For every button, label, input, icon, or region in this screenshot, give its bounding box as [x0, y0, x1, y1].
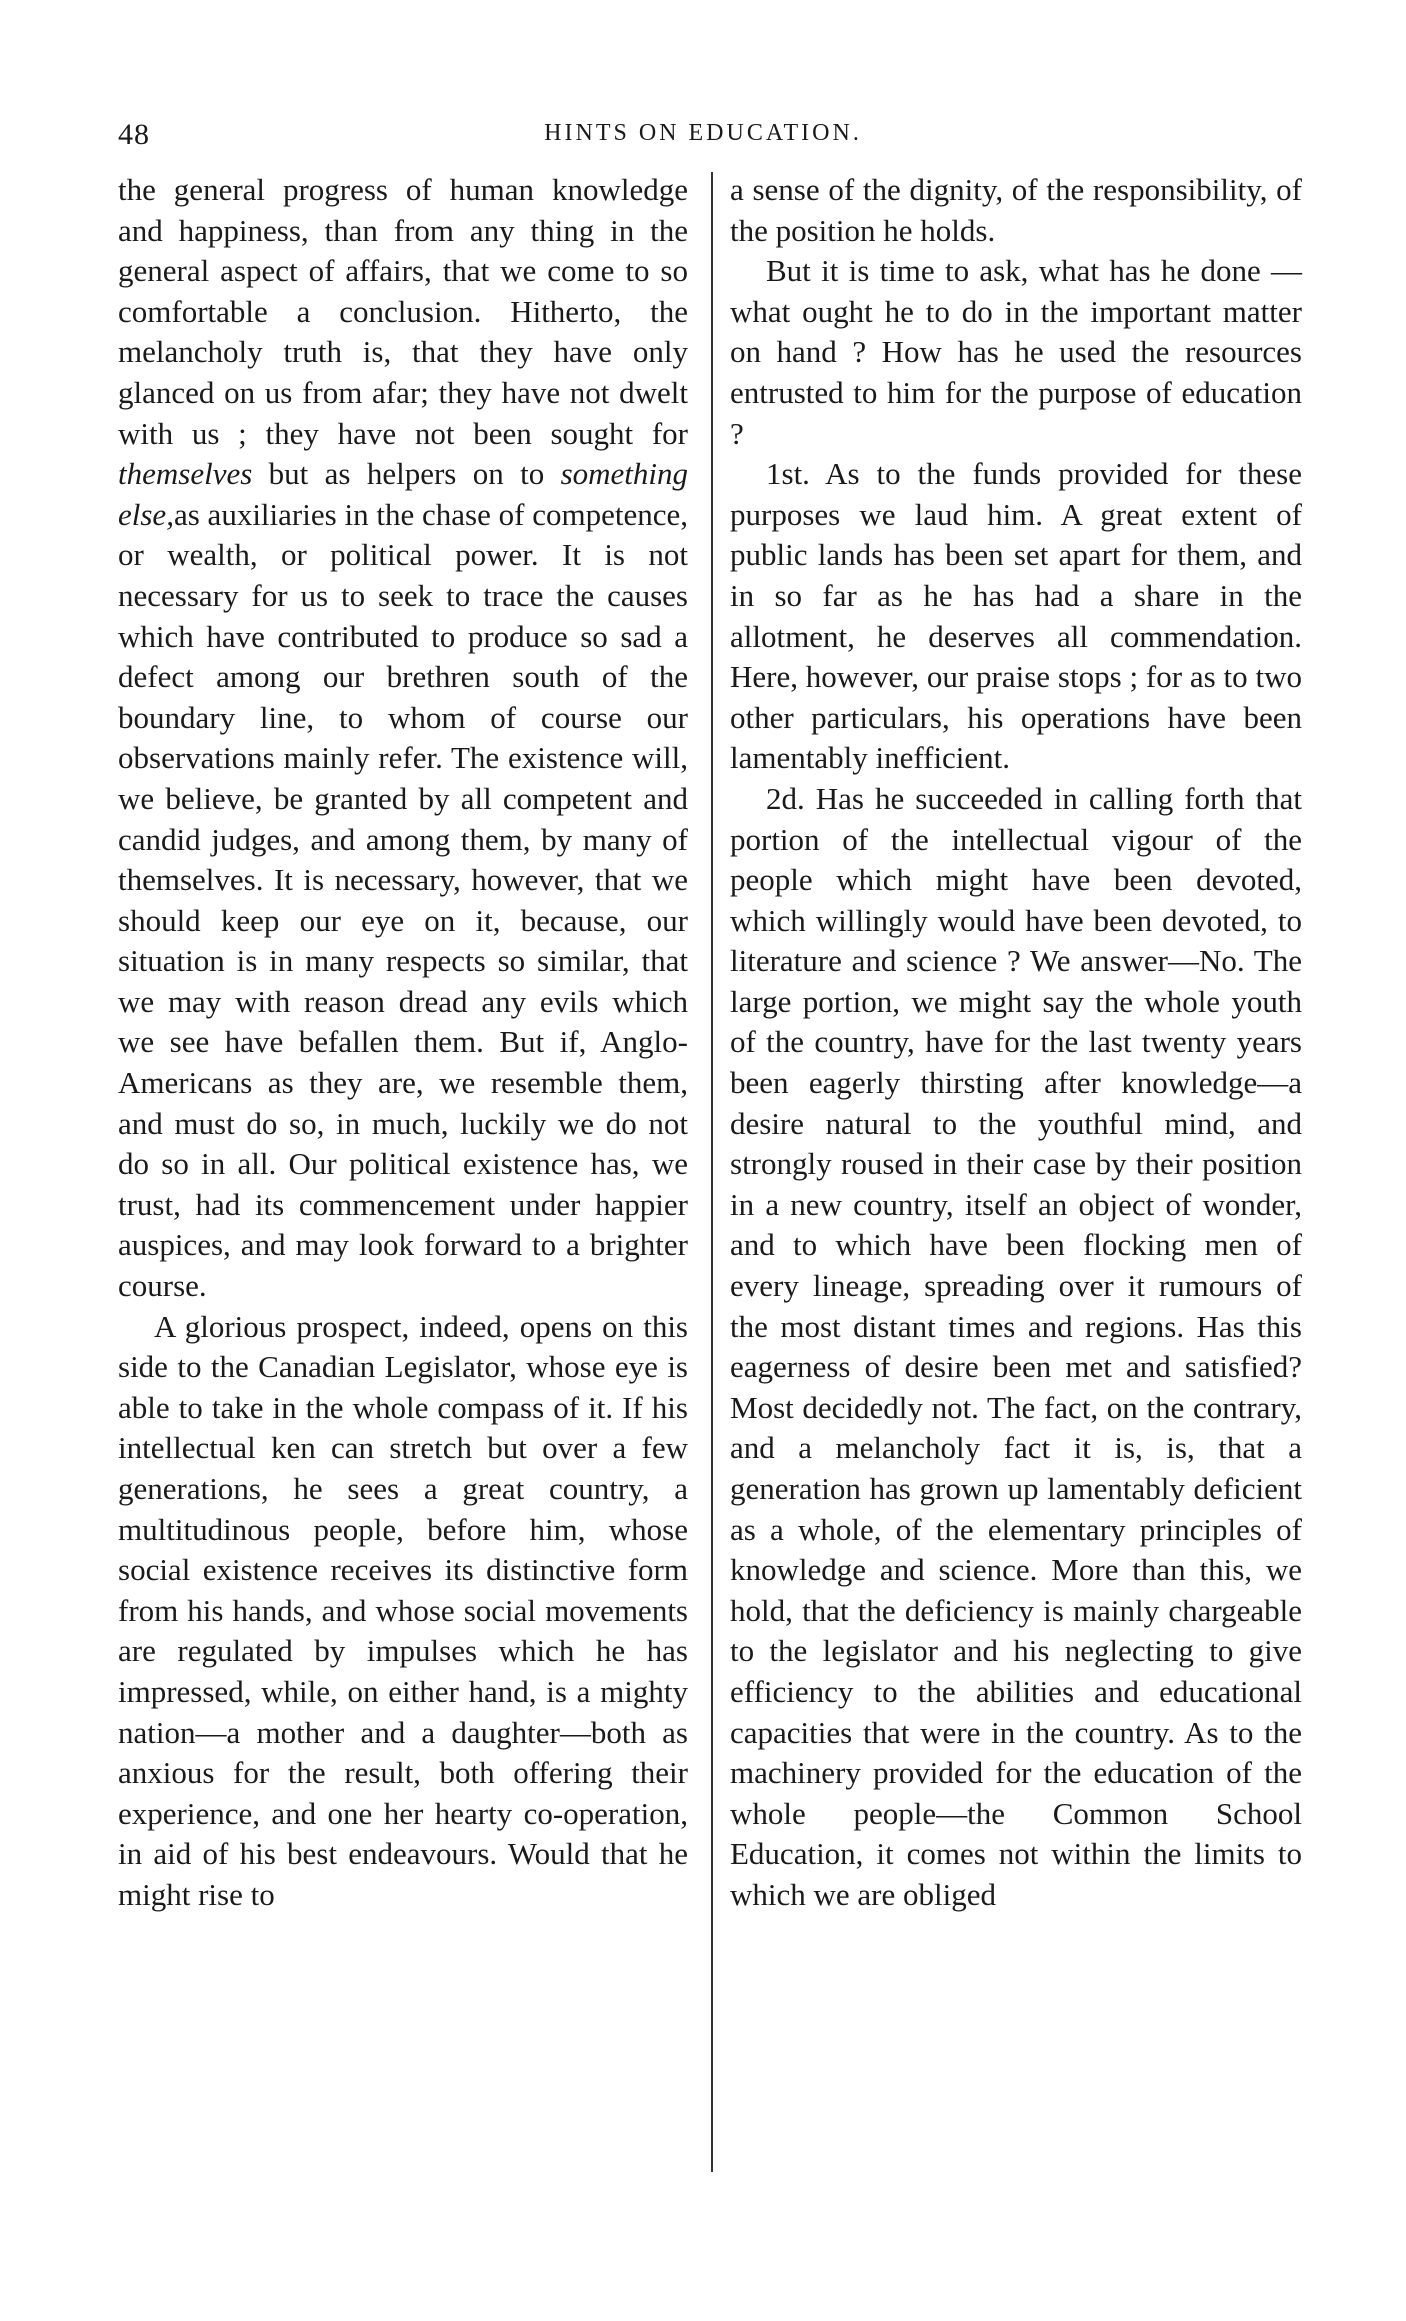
page-header	[118, 118, 1288, 158]
paragraph-text: as auxiliaries in the chase of competence, or wealth, or political power. It is not necessary for us to seek to trace the causes which have contributed to produce so sad a defect among our brethren south of the boundary line, to whom of course our observations mainly refer. The existence will, we believe, be granted by all competent and candid judges, and among them, by many of themselves. It is necessary, however, that we should keep our eye on it, because, our situation is in many respects so similar, that we may with reason dread any evils which we see have befallen them. But if, Anglo-Americans as they are, we resemble them, and must do so, in much, luckily we do not do so in all. Our political existence has, we trust, had its commencement under happier auspices, and may look forward to a brighter course.	[118, 496, 688, 1304]
paragraph: 1st. As to the funds provided for these purposes we laud him. A great extent of public lands has been set apart for them, and in so far as he has had a share in the allotment, he deserves all commendation. Here, however, our praise stops ; for as to two other particulars, his operations have been lamentably inefficient.	[730, 456, 1302, 776]
column-divider	[711, 172, 713, 2172]
paragraph: A glorious prospect, indeed, opens on this side to the Canadian Legislator, whose eye is able to take in the whole compass of it. If his intellectual ken can stretch but over a few generations, he sees a great country, a multitudinous people, before him, whose social existence receives its distinctive form from his hands, and whose social movements are regulated by impulses which he has impressed, while, on either hand, is a mighty nation—a mother and a daughter—both as anxious for the result, both offering their experience, and one her hearty co-operation, in aid of his best endeavours. Would that he might rise to	[118, 1308, 688, 1912]
page-number: 48	[118, 118, 150, 151]
right-column	[730, 170, 1302, 1916]
paragraph: But it is time to ask, what has he done —what ought he to do in the important matter on hand ? How has he used the resources entrusted to him for the purpose of education ?	[730, 253, 1302, 451]
running-title: HINTS ON EDUCATION.	[544, 120, 862, 146]
paragraph: 2d. Has he succeeded in calling forth that portion of the intellectual vigour of the people which might have been devoted, which willingly would have been devoted, to literature and science ? We answer—No. The large portion, we might say the whole youth of the country, have for the last twenty years been eagerly thirsting after knowledge—a desire natural to the youthful mind, and strongly roused in their case by their position in a new country, itself an object of wonder, and to which have been flocking men of every lineage, spreading over it rumours of the most distant times and regions. Has this eagerness of desire been met and satisfied? Most decidedly not. The fact, on the contrary, and a melancholy fact it is, is, that a generation has grown up lamentably deficient as a whole, of the elementary principles of knowledge and science. More than this, we hold, that the deficiency is mainly chargeable to the legislator and his neglecting to give efficiency to the abilities and educational capacities that were in the country. As to the machinery provided for the education of the whole people—the Common School Education, it comes not within the limits to which we are obliged	[730, 780, 1302, 1912]
paragraph: a sense of the dignity, of the responsibility, of the position he holds.	[730, 172, 1302, 248]
paragraph-text: but as helpers on to	[268, 456, 545, 492]
left-column	[118, 170, 688, 1916]
emphasis-text: something else,	[118, 456, 689, 532]
paragraph	[118, 170, 688, 1307]
emphasis-text: themselves	[118, 456, 253, 492]
paragraph-text: the general progress of human knowledge and happiness, than from any thing in the general aspect of affairs, that we come to so comfortable a conclusion. Hitherto, the melancholy truth is, that they have only glanced on us from afar; they have not dwelt with us ; they have not been sought for	[118, 172, 688, 451]
